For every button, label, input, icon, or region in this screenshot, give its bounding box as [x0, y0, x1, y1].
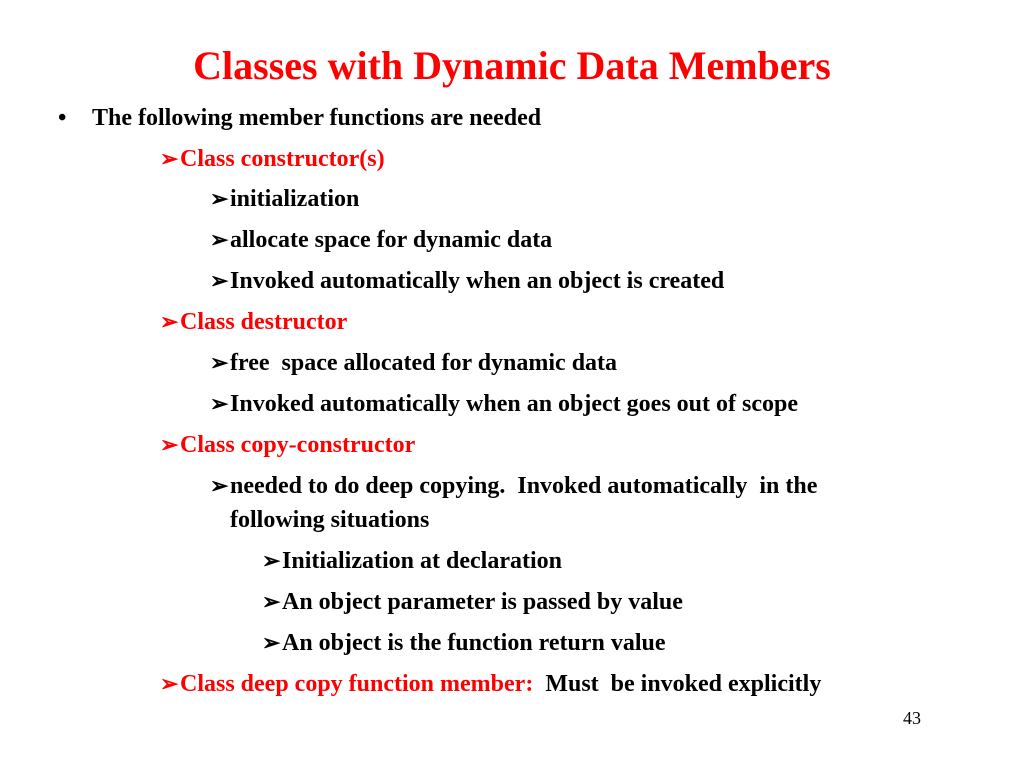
- item-initialization: [210, 182, 359, 216]
- arrow-bullet-icon: ➢: [262, 630, 281, 655]
- intro-text: The following member functions are needed: [92, 105, 542, 131]
- item-deep-copying-continued-text: following situations: [230, 507, 430, 533]
- arrow-bullet-icon: ➢: [262, 548, 281, 573]
- item-invoked-created: [210, 264, 724, 298]
- item-allocate-space-text: allocate space for dynamic data: [230, 227, 553, 253]
- item-return-value-text: An object is the function return value: [282, 630, 666, 656]
- item-deep-copy-function-trailing: Must be invoked explicitly: [533, 671, 822, 697]
- intro-line: [92, 101, 541, 135]
- item-free-space: [210, 346, 617, 380]
- arrow-bullet-icon: ➢: [210, 227, 229, 252]
- arrow-bullet-icon: ➢: [210, 268, 229, 293]
- item-deep-copying-text: needed to do deep copying. Invoked automatically in the: [230, 473, 818, 499]
- item-deep-copying-continued: [230, 503, 429, 537]
- item-deep-copy-function: [160, 667, 821, 701]
- arrow-bullet-icon: ➢: [160, 309, 179, 334]
- item-invoked-created-text: Invoked automatically when an object is created: [230, 268, 725, 294]
- item-return-value: [262, 626, 666, 660]
- item-passed-by-value: [262, 585, 683, 619]
- item-deep-copy-function-text: Class deep copy function member:: [180, 671, 534, 697]
- item-initialization-text: initialization: [230, 186, 360, 212]
- slide-title: Classes with Dynamic Data Members: [193, 43, 831, 88]
- item-class-constructor: [160, 142, 385, 176]
- arrow-bullet-icon: ➢: [160, 432, 179, 457]
- arrow-bullet-icon: ➢: [160, 146, 179, 171]
- item-invoked-scope: [210, 387, 798, 421]
- arrow-bullet-icon: ➢: [262, 589, 281, 614]
- item-allocate-space: [210, 223, 552, 257]
- item-class-copy-constructor: [160, 428, 415, 462]
- bullet-dot-icon: •: [58, 105, 67, 131]
- item-free-space-text: free space allocated for dynamic data: [230, 350, 618, 376]
- item-init-declaration: [262, 544, 562, 578]
- item-class-destructor: [160, 305, 347, 339]
- item-class-copy-constructor-text: Class copy-constructor: [180, 432, 416, 458]
- arrow-bullet-icon: ➢: [210, 186, 229, 211]
- arrow-bullet-icon: ➢: [160, 671, 179, 696]
- item-deep-copying: [210, 469, 817, 503]
- arrow-bullet-icon: ➢: [210, 350, 229, 375]
- item-class-constructor-text: Class constructor(s): [180, 146, 385, 172]
- page-number: 43: [903, 708, 921, 728]
- item-passed-by-value-text: An object parameter is passed by value: [282, 589, 683, 615]
- item-class-destructor-text: Class destructor: [180, 309, 348, 335]
- arrow-bullet-icon: ➢: [210, 473, 229, 498]
- item-init-declaration-text: Initialization at declaration: [282, 548, 562, 574]
- arrow-bullet-icon: ➢: [210, 391, 229, 416]
- item-invoked-scope-text: Invoked automatically when an object goes out of scope: [230, 391, 798, 417]
